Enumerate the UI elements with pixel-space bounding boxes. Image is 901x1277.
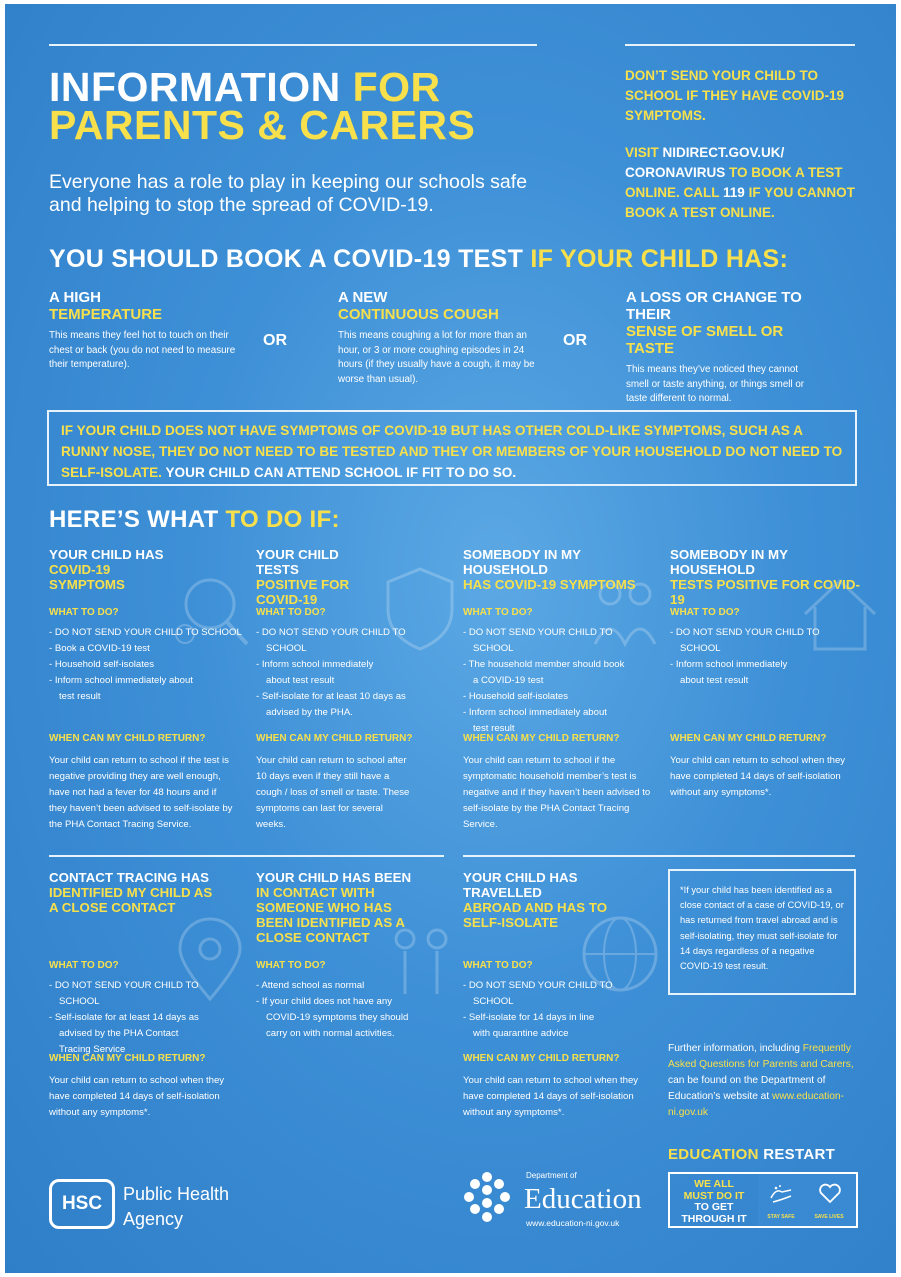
symptom-smell-taste: A LOSS OR CHANGE TO THEIR SENSE OF SMELL OR TASTE This means they’ve noticed they cannot smell or taste anything, or things smell or taste different to normal. [626, 289, 805, 404]
or-label-1: OR [263, 332, 287, 349]
doe-url: www.education-ni.gov.uk [526, 1218, 620, 1228]
scenario-household-symptoms: SOMEBODY IN MY HOUSEHOLD HAS COVID-19 SYMPTOMS WHAT TO DO? - DO NOT SEND YOUR CHILD TO SCHOOL - The household member should book a COVID-19 test - Household self-isolates - Inform school immediately about test result WHEN CAN MY CHILD RETURN? Your child can return to school if the symptomatic household member’s test is negative and if they haven’t been advised to self-isolate by the PHA Contact Tracing Service. [463, 547, 651, 830]
scenario-travelled-abroad: YOUR CHILD HAS TRAVELLED ABROAD AND HAS TO SELF-ISOLATE WHAT TO DO? - DO NOT SEND YOUR CHILD TO SCHOOL - Self-isolate for 14 days in line with quarantine advice WHEN CAN MY CHILD RETURN? Your child can return to school when they have completed 14 days of self-isolation without any symptoms*. [463, 870, 639, 1118]
side-note [625, 66, 855, 223]
page-title [49, 64, 476, 148]
intro-text: Everyone has a role to play in keeping our schools safe and helping to stop the spread of COVID-19. [49, 171, 528, 216]
nidirect-link[interactable]: NIDIRECT.GOV.UK/ [662, 145, 785, 160]
side-line2: VISIT NIDIRECT.GOV.UK/ CORONAVIRUS TO BOOK A TEST ONLINE. CALL 119 IF YOU CANNOT BOOK A TEST ONLINE. [625, 145, 855, 220]
footnote-box: *If your child has been identified as a close contact of a case of COVID-19, or has returned from travel abroad and is self-isolating, they must self-isolate for 14 days regardless of a negative COVID-19 test result. [668, 869, 856, 995]
doe-emblem-icon [460, 1169, 514, 1225]
scenario-child-symptoms: YOUR CHILD HAS COVID-19 SYMPTOMS WHAT TO DO? - DO NOT SEND YOUR CHILD TO SCHOOL - Book a COVID-19 test - Household self-isolates - Inform school immediately about test result WHEN CAN MY CHILD RETURN? Your child can return to school if the test is negative providing they are well enough, have not had a fever for 48 hours and if they haven’t been advised to self-isolate by the PHA Contact Tracing Service. [49, 547, 244, 705]
scenario-household-positive: SOMEBODY IN MY HOUSEHOLD TESTS POSITIVE FOR COVID-19 WHAT TO DO? - DO NOT SEND YOUR CHILD TO SCHOOL - Inform school immediately about test result WHEN CAN MY CHILD RETURN? Your child can return to school when they have completed 14 days of self-isolation without any symptoms*. [670, 547, 860, 798]
phone-number: 119 [723, 185, 745, 200]
website-link[interactable]: www.education-ni.gov.uk [668, 1091, 844, 1118]
coronavirus-link[interactable]: CORONAVIRUS [625, 165, 726, 180]
what-to-do-heading: HERE’S WHAT TO DO IF: [49, 506, 340, 533]
title-line2: PARENTS & CARERS [49, 102, 476, 148]
symptom-cough: A NEW CONTINUOUS COUGH This means coughing a lot for more than an hour, or 3 or more coughing episodes in 24 hours (if they usually have a cough, it may be worse than usual). [338, 289, 535, 385]
education-restart-heading: EDUCATION RESTART [668, 1146, 836, 1163]
badge-slogan: WE ALL MUST DO IT TO GET THROUGH IT [681, 1178, 747, 1225]
further-info: Further information, including Frequently Asked Questions for Parents and Carers, can be found on the Department of Education’s website at www.education-ni.gov.uk [668, 1043, 854, 1118]
scenario-close-contact: CONTACT TRACING HAS IDENTIFIED MY CHILD AS A CLOSE CONTACT WHAT TO DO? - DO NOT SEND YOUR CHILD TO SCHOOL - Self-isolate for at least 14 days as advised by the PHA Contact Tracing Service WHEN CAN MY CHILD RETURN? Your child can return to school when they have completed 14 days of self-isolation without any symptoms*. [49, 870, 225, 1118]
top-rule-left [49, 44, 537, 46]
cold-symptoms-notice: IF YOUR CHILD DOES NOT HAVE SYMPTOMS OF COVID-19 BUT HAS OTHER COLD-LIKE SYMPTOMS, SUCH AS A RUNNY NOSE, THEY DO NOT NEED TO BE TESTED AND THEY OR MEMBERS OF YOUR HOUSEHOLD DO NOT NEED TO SELF-ISOLATE. YOUR CHILD CAN ATTEND SCHOOL IF FIT TO DO SO. [47, 410, 857, 486]
poster [5, 4, 896, 1273]
return-label: WHEN CAN MY CHILD RETURN? [49, 733, 206, 744]
scenario-contact-of-contact: YOUR CHILD HAS BEEN IN CONTACT WITH SOMEONE WHO HAS BEEN IDENTIFIED AS A CLOSE CONTACT WHAT TO DO? - Attend school as normal - If your child does not have any COVID-19 symptoms they should carry on with normal activities. [256, 870, 412, 1039]
handwash-icon [768, 1184, 794, 1206]
top-rule-right [625, 44, 855, 46]
pha-logo-text: Public Health Agency [123, 1184, 230, 1229]
save-lives-label: SAVE LIVES [814, 1214, 844, 1220]
doe-small-text: Department of [526, 1171, 577, 1180]
symptom-temperature: A HIGH TEMPERATURE This means they feel hot to touch on their chest or back (you do not need to measure their temperature). [49, 289, 236, 370]
doe-title: Education [524, 1183, 642, 1215]
heart-icon [818, 1182, 842, 1204]
title-yellow: FOR [352, 64, 441, 110]
side-line1: DON’T SEND YOUR CHILD TO SCHOOL IF THEY HAVE COVID-19 SYMPTOMS. [625, 68, 845, 123]
mid-rule-left [49, 855, 444, 857]
scenario-child-positive: YOUR CHILD TESTS POSITIVE FOR COVID-19 WHAT TO DO? - DO NOT SEND YOUR CHILD TO SCHOOL - Inform school immediately about test result - Self-isolate for at least 10 days as advised by the PHA. WHEN CAN MY CHILD RETURN? Your child can return to school after 10 days even if they still have a cough / loss of smell or taste. These symptoms can last for several weeks. [256, 547, 413, 830]
stay-safe-label: STAY SAFE [767, 1214, 795, 1220]
what-to-do-label: WHAT TO DO? [49, 607, 119, 618]
restart-badge [668, 1172, 858, 1228]
badge-icons [758, 1174, 856, 1226]
or-label-2: OR [563, 332, 587, 349]
hsc-logo: HSC [49, 1179, 115, 1229]
book-test-heading: YOU SHOULD BOOK A COVID-19 TEST IF YOUR CHILD HAS: [49, 245, 789, 273]
title-white: INFORMATION [49, 64, 341, 110]
faq-link[interactable]: Frequently Asked Questions for Parents and Carers, [668, 1043, 854, 1070]
mid-rule-right [463, 855, 855, 857]
